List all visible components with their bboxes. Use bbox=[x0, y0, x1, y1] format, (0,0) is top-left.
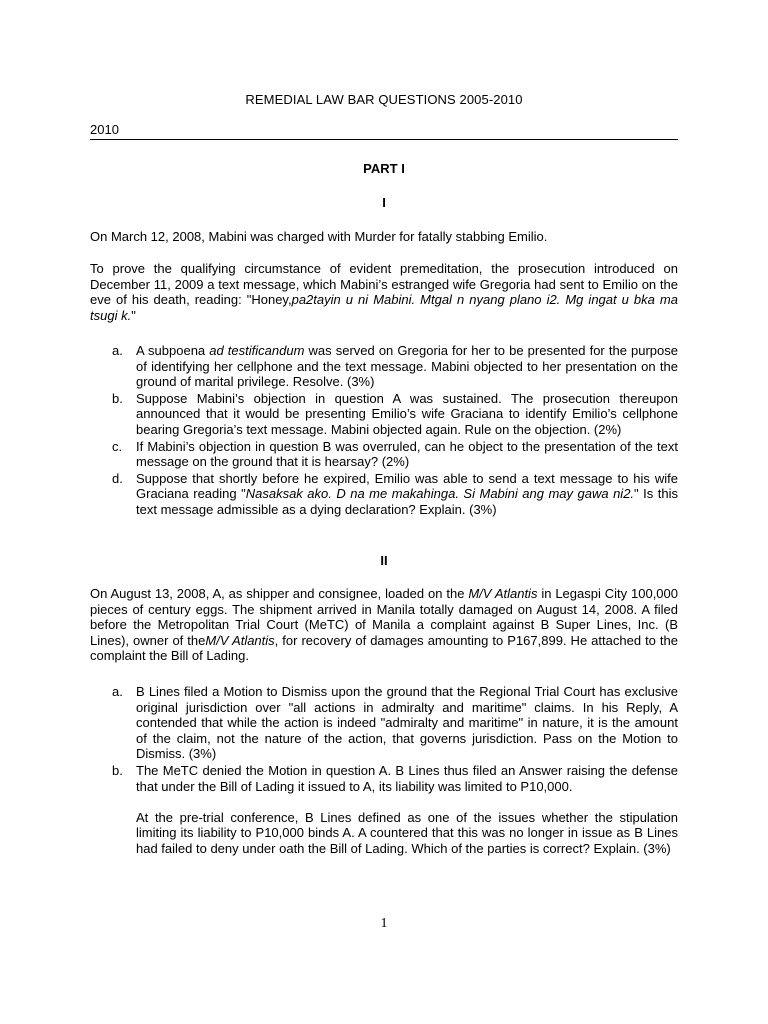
text-run: , for recovery of damages amounting to P167,899. He attached to the complaint the Bill of Lading. bbox=[90, 632, 678, 664]
section-i-questions bbox=[90, 343, 678, 519]
list-marker: d. bbox=[112, 470, 123, 486]
text-run: " bbox=[131, 307, 136, 323]
text-run: " Is this text message admissible as a dying declaration? Explain. (3%) bbox=[136, 486, 678, 517]
vessel-name: M/V Atlantis bbox=[205, 632, 275, 648]
text-run: was served on Gregoria for her to be presented for the purpose of identifying her cellphone and the text message. Mabini objected to her presentation on the ground of marital privilege. Resolve. (3%) bbox=[136, 343, 678, 390]
document-year: 2010 bbox=[90, 122, 119, 137]
vessel-name: M/V Atlantis bbox=[468, 586, 538, 601]
section-numeral-ii: II bbox=[380, 553, 388, 568]
text-message-quote: pa2tayin u ni Mabini. Mtgal n nyang plano i2. Mg ingat u bka ma tsugi k. bbox=[90, 292, 678, 323]
question-ii-a bbox=[90, 684, 678, 762]
question-i-a bbox=[90, 343, 678, 390]
text-run: If Mabini’s objection in question B was overruled, can he object to the presentation of the text message on the ground that it is hearsay? (2%) bbox=[136, 438, 678, 470]
question-i-c bbox=[90, 439, 678, 470]
list-marker: c. bbox=[112, 438, 123, 454]
italic-term: ad testificandum bbox=[209, 343, 305, 358]
part-heading: PART I bbox=[363, 161, 405, 176]
header-rule bbox=[90, 139, 678, 140]
document-title: REMEDIAL LAW BAR QUESTIONS 2005-2010 bbox=[245, 92, 523, 107]
section-ii-questions bbox=[90, 684, 678, 858]
list-marker: b. bbox=[112, 390, 123, 406]
list-marker: a. bbox=[112, 343, 123, 358]
text-message-quote: Nasaksak ako. D na me makahinga. Si Mabini ang may gawa ni2. bbox=[245, 486, 635, 502]
text-run: Suppose Mabini’s objection in question A was sustained. The prosecution thereupon announced that it would be presenting Emilio’s wife Graciana to identify Emilio’s cellphone bearing Gregoria’s text message. Mabini objected again. Rule on the objection. (2%) bbox=[136, 390, 678, 437]
text-run: On August 13, 2008, A, as shipper and consignee, loaded on the bbox=[90, 586, 469, 601]
page-number: 1 bbox=[380, 916, 388, 931]
section-ii-paragraph bbox=[90, 586, 678, 664]
text-run: The MeTC denied the Motion in question A. B Lines thus filed an Answer raising the defense that under the Bill of Lading it issued to A, its liability was limited to P10,000. bbox=[136, 762, 678, 794]
section-i-paragraph-1: On March 12, 2008, Mabini was charged with Murder for fatally stabbing Emilio. bbox=[90, 229, 548, 244]
list-marker: b. bbox=[112, 762, 123, 778]
question-i-d bbox=[90, 471, 678, 518]
section-numeral-i: I bbox=[382, 195, 386, 210]
text-run: in Legaspi City 100,000 pieces of century eggs. The shipment arrived in Manila totally damaged on August 14, 2008. A filed before the Metropolitan Trial Court (MeTC) of Manila a complaint against B Super Lines, Inc. (B Lines), owner of the bbox=[90, 586, 678, 648]
section-i-paragraph-2 bbox=[90, 261, 678, 323]
question-ii-b bbox=[90, 763, 678, 857]
question-ii-b-continuation: At the pre-trial conference, B Lines defined as one of the issues whether the stipulation limiting its liability to P10,000 binds A. A countered that this was no longer in issue as B Lines had failed to deny under oath the Bill of Lading. Which of the parties is correct? Explain. (3%) bbox=[136, 809, 678, 856]
list-marker: a. bbox=[112, 684, 123, 699]
text-run: A subpoena bbox=[136, 343, 210, 358]
question-i-b bbox=[90, 391, 678, 438]
text-run: B Lines filed a Motion to Dismiss upon the ground that the Regional Trial Court has exclusive original jurisdiction over "all actions in admiralty and maritime" claims. In his Reply, A contended that while the action is indeed "admiralty and maritime" in nature, it is the amount of the claim, not the nature of the action, that governs jurisdiction. Pass on the Motion to Dismiss. (3%) bbox=[136, 684, 678, 762]
text-run: Suppose that shortly before he expired, Emilio was able to send a text message to his wife Graciana reading " bbox=[136, 470, 678, 502]
text-run: To prove the qualifying circumstance of evident premeditation, the prosecution introduced on December 11, 2009 a text message, which Mabini’s estranged wife Gregoria had sent to Emilio on the eve of his death, reading: "Honey, bbox=[90, 261, 678, 308]
